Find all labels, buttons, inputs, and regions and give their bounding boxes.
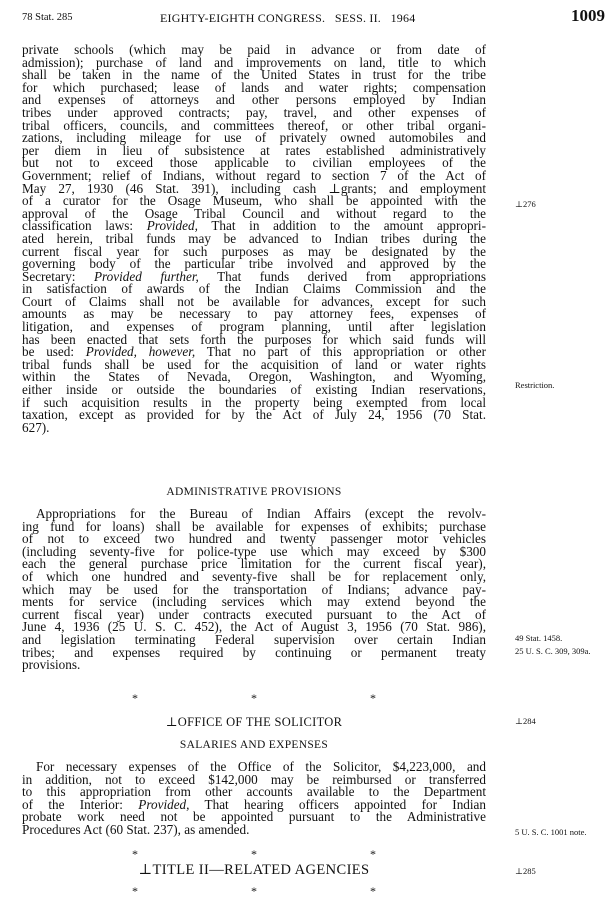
text-line: zations, including mileage for use of privately owned automobiles and	[22, 130, 486, 146]
solicitor-paragraph	[22, 761, 486, 837]
page-number: 1009	[571, 6, 605, 25]
text-line: Government; relief of Indians, without regard to section 7 of the Act of	[22, 167, 486, 183]
text-line: tribal funds shall be used for the acquisition of land or water rights	[22, 356, 486, 372]
star: *	[251, 847, 257, 861]
text-line: has been enacted that sets forth the purposes for which said funds will	[22, 331, 486, 347]
text-line: (including seventy-five for police-type use which may exceed by $300	[22, 543, 486, 559]
margin-note: 25 U. S. C. 309, 309a.	[515, 646, 591, 656]
text-line: tribes; and expenses required by continuing or permanent treaty	[22, 644, 486, 660]
text-line: be used: Provided, however, That no part of this appropriation or other	[22, 344, 486, 360]
text-line: 627).	[22, 419, 50, 435]
text-line: Secretary: Provided further, That funds derived from appropriations	[22, 268, 487, 284]
text-line: if such acquisition results in the property being exempted from local	[22, 394, 486, 410]
star: *	[132, 847, 138, 861]
star: *	[251, 884, 257, 898]
text-line: ments for service (including services which may extend beyond the	[22, 594, 486, 610]
star: *	[251, 691, 257, 705]
text-line: but not to exceed those applicable to civilian employees of the	[22, 155, 486, 171]
text-line: private schools (which may be paid in advance or from date of	[22, 42, 486, 57]
margin-note: ⊥284	[515, 716, 536, 726]
appropriations-paragraph	[22, 44, 486, 434]
text-line: probate work need not be appointed pursuant to the Administrative	[22, 809, 486, 825]
text-line: within the States of Nevada, Oregon, Washington, and Wyoming,	[22, 369, 486, 385]
text-line: May 27, 1930 (46 Stat. 391), including cash ⊥grants; and employment	[22, 180, 486, 196]
text-line: taxation, except as provided for by the Act of July 24, 1956 (70 Stat.	[22, 407, 486, 423]
text-line: governing body of the particular tribe involved and approved by the	[22, 256, 486, 272]
star: *	[370, 847, 376, 861]
star: *	[370, 884, 376, 898]
running-header: EIGHTY-EIGHTH CONGRESS. SESS. II. 1964	[160, 11, 416, 25]
text-line: June 4, 1936 (25 U. S. C. 452), the Act of August 3, 1956 (70 Stat. 986),	[22, 619, 486, 635]
text-line: tribal officers, councils, and committees thereof, or other tribal organi-	[22, 117, 486, 133]
text-line: Procedures Act (60 Stat. 237), as amended.	[22, 821, 250, 837]
text-line: Court of Claims shall not be available for advances, except for such	[22, 293, 486, 309]
text-line: either inside or outside the boundaries of existing Indian reservations,	[22, 382, 486, 398]
text-line: tribes under approved contracts; pay, travel, and other expenses of	[22, 104, 486, 120]
text-line: provisions.	[22, 657, 81, 673]
text-line: admission); purchase of land and improvements on land, title to which	[22, 54, 486, 70]
text-line: shall be taken in the name of the United States in trust for the tribe	[22, 67, 486, 83]
margin-note: ⊥276	[515, 199, 536, 209]
text-line: ing fund for loans) shall be available for expenses of exhibits; purchase	[22, 518, 486, 534]
text-line: ated herein, tribal funds may be advanced to Indian tribes during the	[22, 230, 486, 246]
text-line: each the general purchase price limitation for the current fiscal year),	[22, 556, 486, 572]
margin-note: Restriction.	[515, 380, 555, 390]
text-line: of the Interior: Provided, That hearing officers appointed for Indian	[22, 796, 486, 812]
text-line: of which one hundred and seventy-five shall be for replacement only,	[22, 568, 486, 584]
margin-note: 5 U. S. C. 1001 note.	[515, 827, 587, 837]
text-line: of not to exceed two hundred and twenty passenger motor vehicles	[22, 531, 486, 547]
text-line: Appropriations for the Bureau of Indian Affairs (except the revolv-	[36, 506, 486, 521]
section-heading-administrative: ADMINISTRATIVE PROVISIONS	[166, 486, 342, 498]
star: *	[370, 691, 376, 705]
text-line: of a curator for the Osage Museum, who shall be appointed with the	[22, 193, 486, 209]
text-line: and legislation terminating Federal supervision over certain Indian	[22, 631, 486, 647]
text-line: current fiscal year for such purposes as may be designated by the	[22, 243, 486, 259]
section-heading-solicitor: ⊥OFFICE OF THE SOLICITOR	[165, 715, 343, 729]
margin-note: 49 Stat. 1458.	[515, 633, 563, 643]
text-line: in addition, not to exceed $142,000 may be reimbursed or transferred	[22, 771, 486, 787]
administrative-paragraph	[22, 508, 486, 672]
omission-stars	[22, 847, 486, 862]
text-line: classification laws: Provided, That in addition to the amount appropri-	[22, 218, 486, 234]
text-line: for which purchased; lease of lands and water rights; compensation	[22, 79, 486, 95]
section-heading-salaries: SALARIES AND EXPENSES	[179, 739, 329, 751]
text-line: to this appropriation from other accounts available to the Department	[22, 784, 486, 800]
text-line: per diem in lieu of subsistence at rates established administratively	[22, 142, 486, 158]
text-line: litigation, and expenses of program planning, until after legislation	[22, 319, 486, 335]
text-line: and expenses of attorneys and other persons employed by Indian	[22, 92, 486, 108]
text-line: For necessary expenses of the Office of the Solicitor, $4,223,000, and	[36, 759, 486, 774]
statute-reference: 78 Stat. 285	[22, 12, 73, 23]
omission-stars	[22, 691, 486, 706]
text-line: approval of the Osage Tribal Council and without regard to the	[22, 205, 486, 221]
text-line: in satisfaction of awards of the Indian Claims Commission and the	[22, 281, 486, 297]
text-line: current fiscal year) under contracts executed pursuant to the Act of	[22, 606, 486, 622]
text-line: which may be used for the transportation of Indians; advance pay-	[22, 581, 486, 597]
omission-stars	[22, 884, 486, 899]
margin-note: ⊥285	[515, 866, 536, 876]
star: *	[132, 691, 138, 705]
star: *	[132, 884, 138, 898]
title-heading: ⊥TITLE II—RELATED AGENCIES	[138, 862, 370, 878]
text-line: amounts as may be necessary to pay attorney fees, expenses of	[22, 306, 486, 322]
